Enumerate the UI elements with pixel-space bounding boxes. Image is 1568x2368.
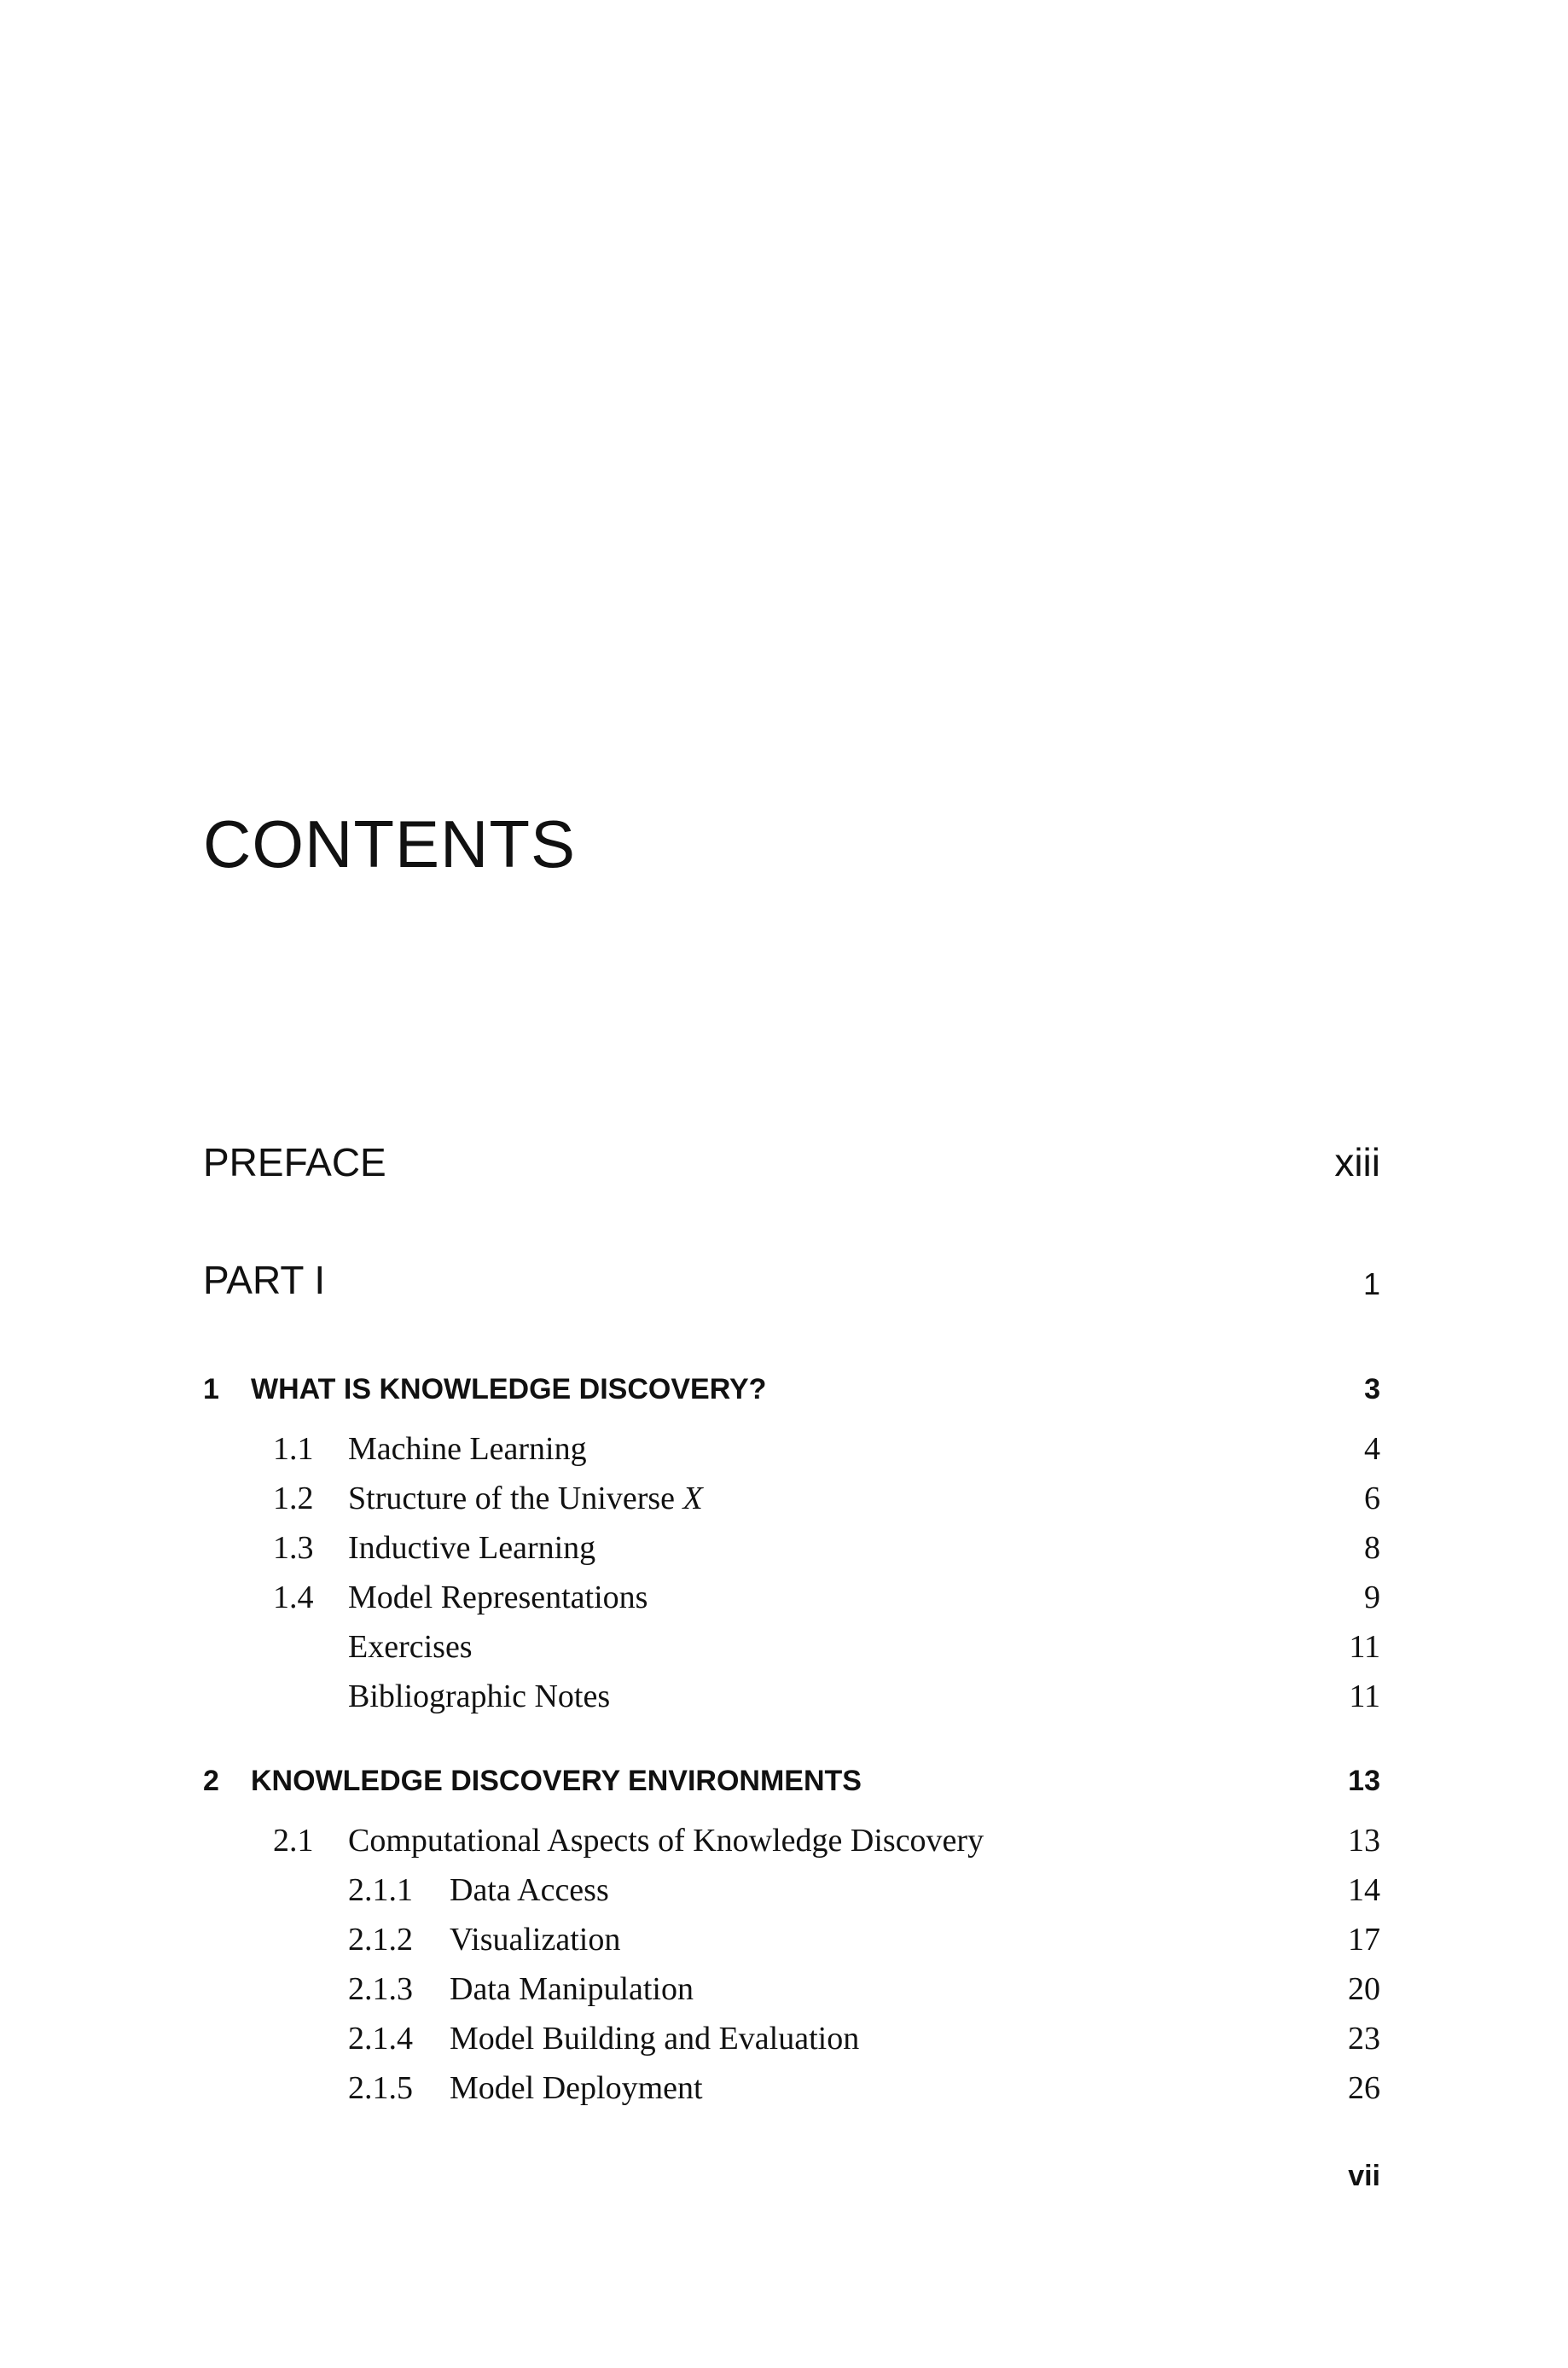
subsection-number: 2.1.2 [348,1922,413,1958]
toc-section-row[interactable] [203,1621,1380,1673]
toc-page-number: 4 [1364,1431,1380,1467]
subsection-number: 2.1.5 [348,2070,413,2106]
toc-section-row[interactable] [203,1473,1380,1524]
page-folio: vii [1348,2160,1380,2192]
toc-subsection-row[interactable] [203,1964,1380,2015]
section-number: 1.1 [273,1431,314,1467]
section-title: Machine Learning [348,1431,587,1467]
toc-subsection-row[interactable] [203,2013,1380,2064]
subsection-number: 2.1.4 [348,2021,413,2057]
section-number: 1.3 [273,1530,314,1566]
subsection-title: Visualization [450,1922,621,1958]
section-title: Exercises [348,1629,473,1665]
toc-subsection-row[interactable] [203,2063,1380,2114]
toc-preface-row[interactable] [203,1137,1380,1188]
chapter-number: 1 [203,1373,219,1405]
toc-page-number: 13 [1348,1823,1380,1859]
toc-part-row[interactable] [203,1254,1380,1306]
section-number: 2.1 [273,1823,314,1859]
toc-page-number: 26 [1348,2070,1380,2106]
toc-page-number: 17 [1348,1922,1380,1958]
toc-section-row[interactable] [203,1423,1380,1475]
section-title: Model Representations [348,1580,648,1615]
toc-chapter-row[interactable] [203,1755,1380,1807]
toc-page-number: 3 [1364,1373,1380,1405]
toc-page-number: 14 [1348,1872,1380,1908]
toc-page-number: 20 [1348,1971,1380,2007]
toc-page-number: 11 [1349,1629,1380,1665]
toc-section-row[interactable] [203,1815,1380,1866]
section-title: Bibliographic Notes [348,1679,611,1714]
toc-subsection-row[interactable] [203,1914,1380,1965]
subsection-title: Model Deployment [450,2070,703,2106]
section-title [348,1473,703,1524]
section-title: Inductive Learning [348,1530,596,1566]
section-title: Computational Aspects of Knowledge Discovery [348,1823,984,1859]
chapter-number: 2 [203,1765,219,1797]
chapter-title: WHAT IS KNOWLEDGE DISCOVERY? [251,1373,767,1405]
toc-section-row[interactable] [203,1522,1380,1574]
toc-section-row[interactable] [203,1671,1380,1722]
toc-page-number: 9 [1364,1580,1380,1615]
subsection-number: 2.1.1 [348,1872,413,1908]
toc-page-number: 1 [1362,1266,1380,1301]
toc-page-number: 11 [1349,1679,1380,1714]
page-title: CONTENTS [203,806,576,881]
toc-page-number: 8 [1364,1530,1380,1566]
section-number: 1.4 [273,1580,314,1615]
toc-page-number: 6 [1364,1481,1380,1516]
subsection-title: Data Manipulation [450,1971,694,2007]
subsection-title: Model Building and Evaluation [450,2021,860,2057]
toc-chapter-row[interactable] [203,1364,1380,1415]
section-number: 1.2 [273,1481,314,1516]
section-title-text: Structure of the Universe [348,1481,676,1516]
toc-subsection-row[interactable] [203,1865,1380,1916]
toc-title: PREFACE [203,1140,386,1184]
toc-page-number: 13 [1348,1765,1380,1797]
chapter-title: KNOWLEDGE DISCOVERY ENVIRONMENTS [251,1765,862,1797]
math-variable: X [682,1481,703,1516]
toc-section-row[interactable] [203,1572,1380,1623]
subsection-title: Data Access [450,1872,609,1908]
toc-page-number: 23 [1348,2021,1380,2057]
subsection-number: 2.1.3 [348,1971,413,2007]
toc-title: PART I [203,1258,326,1302]
toc-page-number: xiii [1334,1140,1380,1184]
